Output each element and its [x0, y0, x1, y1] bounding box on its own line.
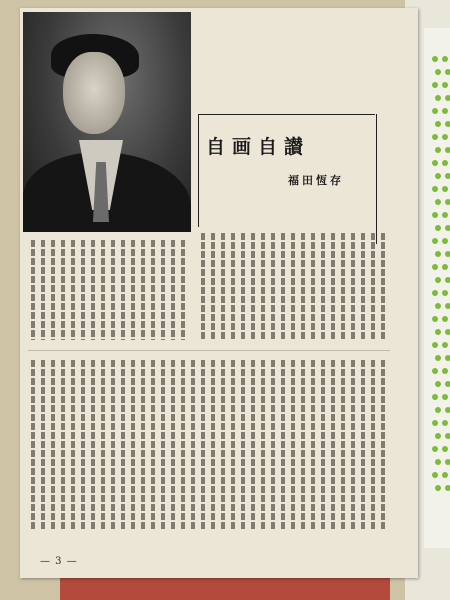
title-frame	[198, 114, 375, 227]
portrait-face	[63, 52, 125, 134]
dot-mark	[435, 251, 441, 257]
dot-mark	[442, 316, 448, 322]
page-number: — 3 —	[40, 556, 78, 567]
dot-mark	[445, 121, 450, 127]
dot-mark	[432, 472, 438, 478]
author-portrait-photo	[23, 12, 191, 232]
dot-mark	[435, 121, 441, 127]
dot-mark	[432, 420, 438, 426]
background-dotted-page	[424, 28, 450, 548]
dot-mark	[442, 160, 448, 166]
dot-mark	[432, 134, 438, 140]
dot-mark	[442, 134, 448, 140]
dot-mark	[435, 407, 441, 413]
dot-mark	[445, 329, 450, 335]
dot-mark	[442, 212, 448, 218]
dot-mark	[445, 303, 450, 309]
dot-mark	[445, 69, 450, 75]
dot-mark	[442, 186, 448, 192]
dot-mark	[435, 173, 441, 179]
dot-mark	[432, 368, 438, 374]
dot-mark	[445, 459, 450, 465]
dot-mark	[435, 199, 441, 205]
body-text-column-upper-left	[28, 240, 190, 340]
dot-mark	[445, 433, 450, 439]
dot-mark	[432, 212, 438, 218]
dot-mark	[432, 446, 438, 452]
dot-mark	[442, 368, 448, 374]
dot-mark	[432, 290, 438, 296]
body-text-column-upper-right	[198, 233, 390, 341]
dot-mark	[435, 303, 441, 309]
title-frame-rule	[376, 114, 377, 244]
dot-mark	[432, 264, 438, 270]
dot-mark	[445, 355, 450, 361]
dot-mark	[435, 355, 441, 361]
dot-mark	[432, 82, 438, 88]
dot-mark	[445, 95, 450, 101]
dot-mark	[442, 446, 448, 452]
dot-mark	[435, 225, 441, 231]
dot-mark	[442, 82, 448, 88]
dot-mark	[432, 186, 438, 192]
dot-mark	[435, 459, 441, 465]
dot-mark	[445, 251, 450, 257]
dot-mark	[435, 433, 441, 439]
dot-mark	[432, 316, 438, 322]
dot-mark	[435, 329, 441, 335]
dot-mark	[432, 394, 438, 400]
dot-mark	[435, 381, 441, 387]
dot-mark	[435, 147, 441, 153]
dot-mark	[435, 95, 441, 101]
dot-mark	[432, 108, 438, 114]
body-text-lower-section	[28, 360, 390, 530]
dot-mark	[445, 407, 450, 413]
section-divider	[28, 350, 390, 351]
dot-mark	[445, 199, 450, 205]
dot-mark	[435, 485, 441, 491]
document-page	[20, 8, 418, 578]
dot-mark	[432, 160, 438, 166]
dot-mark	[445, 225, 450, 231]
dot-mark	[445, 147, 450, 153]
dot-mark	[442, 290, 448, 296]
dot-mark	[442, 420, 448, 426]
dot-mark	[432, 56, 438, 62]
background-red-cover	[60, 578, 390, 600]
dot-mark	[442, 238, 448, 244]
dot-mark	[442, 472, 448, 478]
article-author: 福田恆存	[288, 174, 344, 187]
dot-mark	[442, 56, 448, 62]
dot-mark	[445, 173, 450, 179]
dot-mark	[435, 277, 441, 283]
dot-mark	[442, 342, 448, 348]
dot-mark	[442, 108, 448, 114]
article-title: 自画自讃	[206, 136, 311, 158]
dot-mark	[432, 342, 438, 348]
dot-mark	[445, 277, 450, 283]
dot-mark	[442, 264, 448, 270]
dot-mark	[435, 69, 441, 75]
dot-mark	[432, 238, 438, 244]
dot-mark	[445, 485, 450, 491]
dot-mark	[442, 394, 448, 400]
dot-mark	[445, 381, 450, 387]
